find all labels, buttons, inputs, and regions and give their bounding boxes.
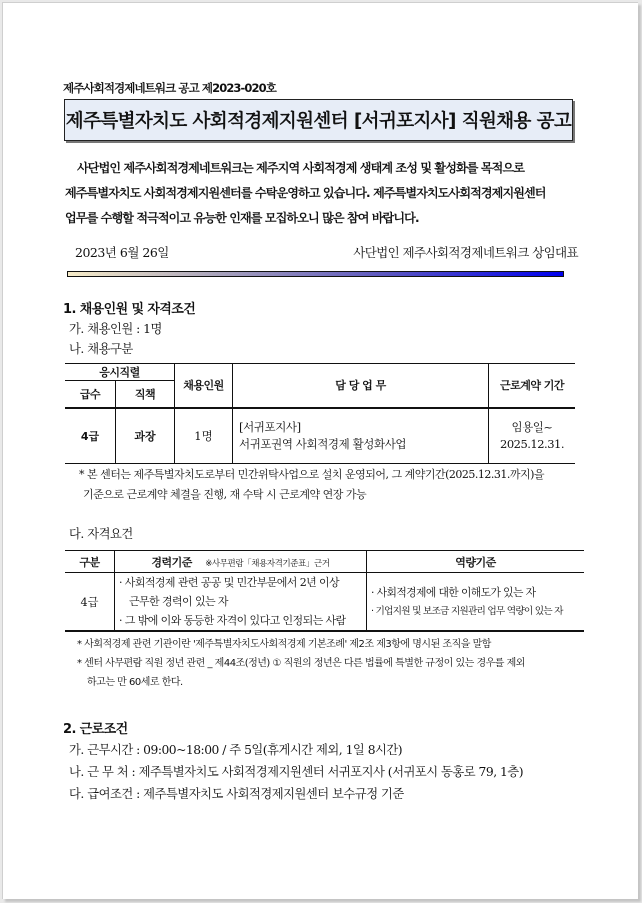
competency-item: · 사회적경제에 대한 이해도가 있는 자	[371, 585, 536, 599]
career-item: · 그 밖에 이와 동등한 자격이 있다고 인정되는 사람	[119, 614, 346, 627]
header-grade: 급수	[65, 381, 116, 408]
cell-category: 4급	[65, 573, 115, 632]
footnote-retirement-line2: 하고는 만 60세로 한다.	[87, 677, 183, 688]
notice-number: 제주사회적경제네트워크 공고 제2023-020호	[63, 81, 276, 95]
career-item: · 사회적경제 관련 공공 및 민간부문에서 2년 이상	[119, 576, 340, 589]
item-salary: 다. 급여조건 : 제주특별자치도 사회적경제지원센터 보수규정 기준	[69, 787, 404, 801]
period-end: 2025.12.31.	[500, 436, 564, 451]
cell-position: 과장	[116, 408, 175, 464]
contract-note-line2: 기준으로 근로계약 체결을 진행, 재 수탁 시 근로계약 연장 가능	[83, 488, 367, 501]
item-working-hours: 가. 근무시간 : 09:00~18:00 / 주 5일(휴게시간 제외, 1일 8시간)	[69, 743, 403, 757]
qualification-table	[65, 550, 584, 632]
title-box	[64, 99, 573, 141]
item-qualifications: 다. 자격요건	[69, 527, 133, 541]
period-start: 임용일~	[511, 419, 553, 434]
header-competency: 역량기준	[455, 555, 496, 569]
career-note: ※사무편람「채용자격기준표」근거	[205, 558, 330, 569]
career-label: 경력기준	[151, 555, 192, 569]
section2-heading: 2. 근로조건	[63, 722, 128, 737]
table-row	[65, 573, 584, 632]
header-career	[115, 551, 367, 573]
section1-heading: 1. 채용인원 및 자격조건	[63, 302, 196, 317]
footnote-social-economy: * 사회적경제 관련 기관이란 '제주특별자치도사회적경제 기본조례' 제2조 제3항에 명시된 조직을 말함	[77, 639, 491, 650]
table-row	[65, 408, 575, 464]
header-position: 직책	[116, 381, 175, 408]
intro-paragraph	[65, 156, 581, 231]
signer: 사단법인 제주사회적경제네트워크 상임대표	[353, 245, 578, 260]
contract-note-line1: * 본 센터는 제주특별자치도로부터 민간위탁사업으로 설치 운영되어, 그 계약기간(2025.12.31.까지)을	[79, 468, 545, 481]
cell-grade: 4급	[65, 408, 116, 464]
footnote-retirement-line1: * 센터 사무편람 직원 정년 관련 _ 제44조(정년) ① 직원의 정년은 다른 법률에 특별한 규정이 있는 경우를 제외	[77, 658, 525, 669]
document-page	[2, 2, 638, 899]
career-item-cont: 근무한 경력이 있는 자	[129, 595, 228, 608]
document-title: 제주특별자치도 사회적경제지원센터 [서귀포지사] 직원채용 공고	[65, 111, 572, 132]
duty-description: 서귀포권역 사회적경제 활성화사업	[239, 436, 407, 451]
item-workplace: 나. 근 무 처 : 제주특별자치도 사회적경제지원센터 서귀포지사 (서귀포시 동홍로 79, 1층)	[69, 765, 524, 779]
intro-line: 제주특별자치도 사회적경제지원센터를 수탁운영하고 있습니다. 제주특별자치도사회적경제지원센터	[65, 186, 546, 200]
cell-duty	[233, 408, 489, 464]
cell-career	[115, 573, 367, 632]
cell-period	[489, 408, 576, 464]
header-category: 구분	[65, 551, 115, 573]
header-duty: 담 당 업 무	[233, 364, 489, 408]
intro-line: 사단법인 제주사회적경제네트워크는 제주지역 사회적경제 생태계 조성 및 활성화를 목적으로	[77, 161, 525, 175]
intro-line: 업무를 수행할 적극적이고 유능한 인재를 모집하오니 많은 참여 바랍니다.	[65, 211, 419, 225]
announcement-date: 2023년 6월 26일	[75, 245, 169, 260]
header-headcount: 채용인원	[175, 364, 233, 408]
recruitment-table	[65, 363, 575, 464]
competency-item: · 기업지원 및 보조금 지원관리 업무 역량이 있는 자	[371, 605, 563, 617]
duty-branch: [서귀포지사]	[239, 419, 301, 434]
cell-headcount: 1명	[175, 408, 233, 464]
gradient-divider	[67, 271, 564, 277]
item-category: 나. 채용구분	[69, 342, 133, 356]
item-headcount: 가. 채용인원 : 1명	[69, 322, 162, 336]
header-group: 응시직렬	[65, 364, 175, 381]
header-period: 근로계약 기간	[489, 364, 576, 408]
cell-competency	[367, 573, 585, 632]
